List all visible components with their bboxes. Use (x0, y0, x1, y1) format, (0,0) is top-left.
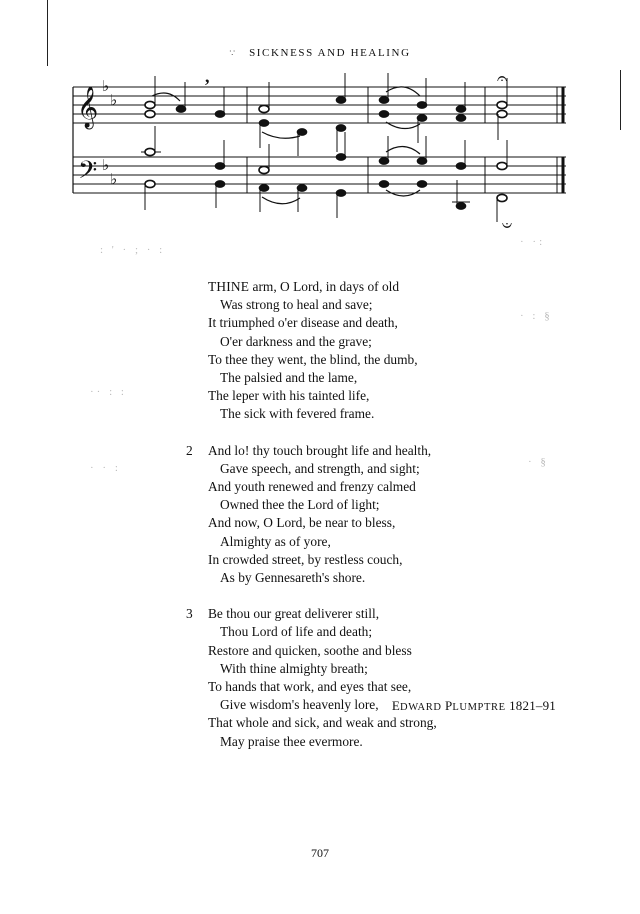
show-through-mark-3: · : § (520, 310, 553, 322)
treble-notes (145, 73, 507, 156)
section-title: SICKNESS AND HEALING (249, 47, 411, 59)
verse-line: To hands that work, and eyes that see, (208, 679, 412, 695)
svg-text:♭: ♭ (102, 77, 110, 95)
verse-line: Gave speech, and strength, and sight; (220, 460, 420, 476)
verse-line: To thee they went, the blind, the dumb, (208, 351, 418, 367)
verse-line: And lo! thy touch brought life and health, (208, 442, 432, 458)
verse-line: With thine almighty breath; (220, 660, 368, 676)
verse-line: Almighty as of yore, (220, 533, 331, 549)
fermata-below-icon: 𝄐 (501, 215, 512, 236)
opening-word: THINE (208, 279, 250, 294)
verse-line: THINE arm, O Lord, in days of old (208, 279, 400, 294)
show-through-mark-1: : ' · ; · : (100, 244, 166, 256)
verse-line: May praise thee evermore. (220, 733, 363, 749)
verse-line: Thou Lord of life and death; (220, 624, 373, 640)
verse-line: The leper with his tainted life, (208, 388, 370, 404)
breath-mark: , (205, 66, 210, 86)
treble-clef-icon: 𝄞 (77, 87, 99, 128)
author-dates: 1821–91 (509, 698, 556, 713)
verse-line: Be thou our great deliverer still, (208, 606, 380, 622)
verse-line: Give wisdom's heavenly lore, (220, 697, 379, 713)
stanza-3 (186, 605, 506, 751)
verse-line: Was strong to heal and save; (220, 297, 373, 313)
verse-line: The palsied and the lame, (220, 370, 358, 386)
verse-line: It triumphed o'er disease and death, (208, 315, 398, 331)
hymn-text (186, 278, 506, 769)
verse-line: And youth renewed and frenzy calmed (208, 479, 416, 495)
show-through-mark-4: ·· : : (90, 386, 127, 398)
svg-text:♭: ♭ (110, 170, 118, 188)
show-through-mark-6: · § (528, 456, 549, 468)
header-ornament: ∵ (229, 48, 236, 58)
verse-line: That whole and sick, and weak and strong, (208, 715, 437, 731)
page-number: 707 (311, 846, 329, 860)
stanza-1 (186, 278, 506, 424)
stanza-number: 3 (186, 606, 193, 622)
show-through-mark-2: · ·: (520, 236, 546, 248)
stanza-2 (186, 442, 506, 588)
key-signature-flats (102, 77, 117, 188)
stanza-number: 2 (186, 442, 193, 458)
music-score (0, 0, 640, 250)
verse-line: The sick with fevered frame. (220, 406, 375, 422)
verse-line: Restore and quicken, soothe and bless (208, 642, 412, 658)
bass-notes (141, 126, 507, 222)
bass-clef-icon: 𝄢 (78, 156, 98, 191)
fermata-icon: 𝄐 (497, 68, 508, 89)
svg-text:♭: ♭ (102, 156, 110, 174)
author-credit: EDWARD PLUMPTRE 1821–91 (391, 698, 556, 713)
verse-line: O'er darkness and the grave; (220, 333, 372, 349)
verse-line: In crowded street, by restless couch, (208, 551, 403, 567)
verse-line: And now, O Lord, be near to bless, (208, 515, 396, 531)
show-through-mark-5: · · : (90, 462, 121, 474)
verse-line: As by Gennesareth's shore. (220, 570, 366, 586)
svg-text:♭: ♭ (110, 91, 118, 109)
verse-line: Owned thee the Lord of light; (220, 497, 380, 513)
